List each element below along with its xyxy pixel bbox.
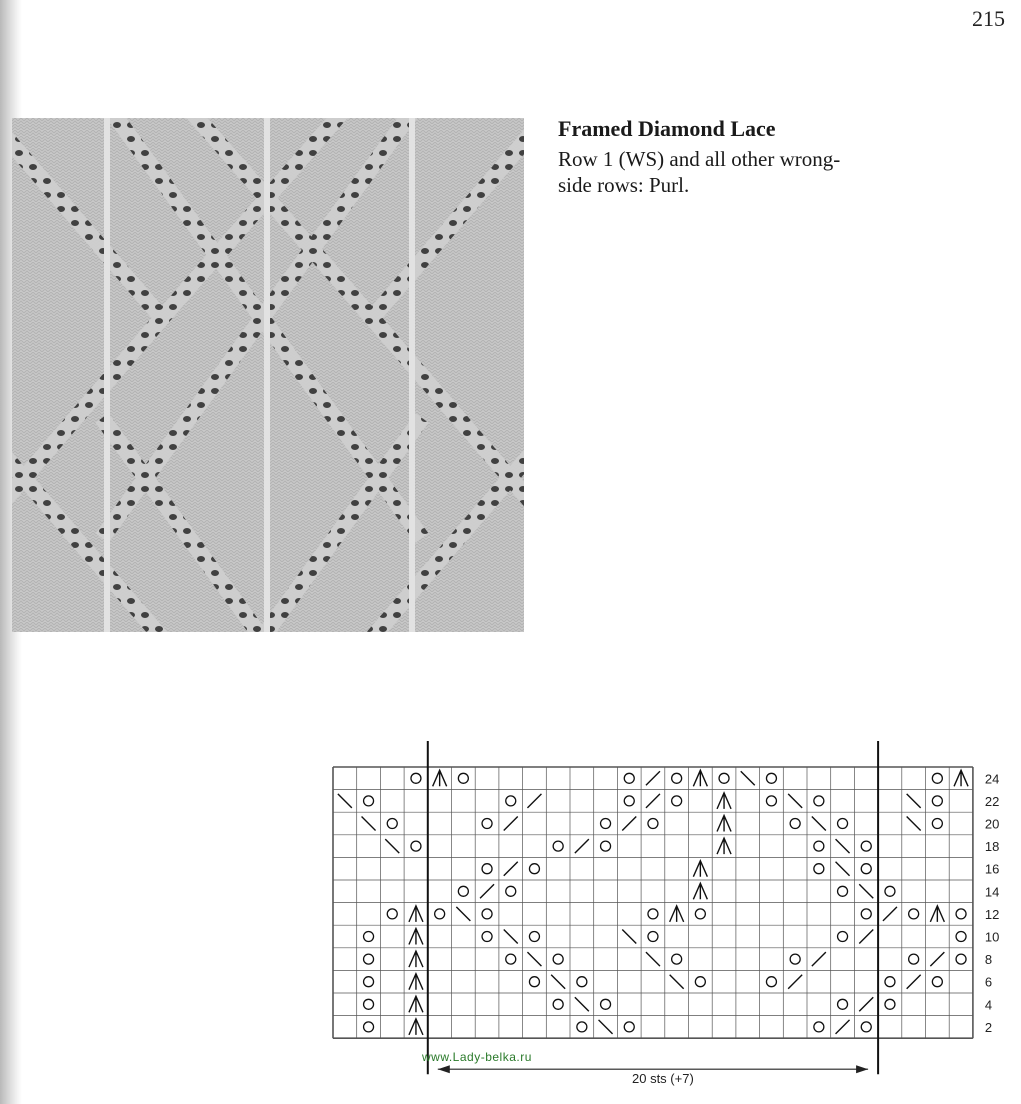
k2tog-symbol [480, 884, 494, 898]
yo-symbol [387, 909, 397, 919]
s2kp-symbol [930, 906, 944, 922]
knitting-chart [300, 738, 1021, 1088]
yo-symbol [695, 977, 705, 987]
yo-symbol [364, 977, 374, 987]
yo-symbol [909, 954, 919, 964]
yo-symbol [885, 977, 895, 987]
yo-symbol [648, 932, 658, 942]
yo-symbol [506, 954, 516, 964]
pattern-instructions: Row 1 (WS) and all other wrong-side rows: Purl. [558, 147, 841, 197]
row-number-label: 2 [984, 1019, 993, 1035]
k2tog-symbol [646, 771, 660, 785]
yo-symbol [506, 796, 516, 806]
repeat-arrow-head-right [856, 1065, 868, 1073]
yo-symbol [601, 999, 611, 1009]
yo-symbol [435, 909, 445, 919]
ssk-symbol [575, 997, 589, 1011]
yo-symbol [364, 999, 374, 1009]
k2tog-symbol [836, 1020, 850, 1034]
s2kp-symbol [717, 793, 731, 809]
yo-symbol [766, 977, 776, 987]
yo-symbol [648, 819, 658, 829]
yo-symbol [648, 909, 658, 919]
yo-symbol [624, 773, 634, 783]
ssk-symbol [646, 952, 660, 966]
ssk-symbol [385, 839, 399, 853]
yo-symbol [482, 864, 492, 874]
k2tog-symbol [930, 952, 944, 966]
k2tog-symbol [859, 997, 873, 1011]
yo-symbol [838, 932, 848, 942]
yo-symbol [672, 796, 682, 806]
yo-symbol [624, 796, 634, 806]
knitting-chart-grid [300, 738, 1021, 1088]
yo-symbol [364, 954, 374, 964]
yo-symbol [553, 999, 563, 1009]
row-number-label: 12 [984, 906, 1000, 922]
yo-symbol [695, 909, 705, 919]
yo-symbol [482, 909, 492, 919]
yo-symbol [814, 1022, 824, 1032]
s2kp-symbol [433, 770, 447, 786]
k2tog-symbol [907, 975, 921, 989]
yo-symbol [885, 886, 895, 896]
s2kp-symbol [409, 1019, 423, 1035]
row-number-label: 4 [984, 997, 993, 1013]
yo-symbol [529, 932, 539, 942]
k2tog-symbol [859, 930, 873, 944]
yo-symbol [577, 1022, 587, 1032]
repeat-label: 20 sts (+7) [628, 1071, 698, 1086]
yo-symbol [932, 819, 942, 829]
yo-symbol [672, 954, 682, 964]
yo-symbol [790, 954, 800, 964]
row-number-label: 20 [984, 816, 1000, 832]
yo-symbol [814, 841, 824, 851]
s2kp-symbol [717, 816, 731, 832]
page-number: 215 [972, 6, 1005, 31]
yo-symbol [482, 819, 492, 829]
ssk-symbol [788, 794, 802, 808]
yo-symbol [529, 977, 539, 987]
s2kp-symbol [717, 838, 731, 854]
ssk-symbol [907, 794, 921, 808]
yo-symbol [364, 796, 374, 806]
yo-symbol [364, 1022, 374, 1032]
yo-symbol [766, 773, 776, 783]
watermark-text: www.Lady-belka.ru [422, 1050, 532, 1064]
yo-symbol [838, 886, 848, 896]
row-number-label: 8 [984, 952, 993, 968]
ssk-symbol [504, 930, 518, 944]
yo-symbol [885, 999, 895, 1009]
k2tog-symbol [622, 817, 636, 831]
s2kp-symbol [409, 951, 423, 967]
s2kp-symbol [670, 906, 684, 922]
yo-symbol [909, 909, 919, 919]
yo-symbol [601, 819, 611, 829]
row-number-label: 22 [984, 793, 1000, 809]
yo-symbol [766, 796, 776, 806]
k2tog-symbol [575, 839, 589, 853]
s2kp-symbol [409, 974, 423, 990]
yo-symbol [482, 932, 492, 942]
yo-symbol [506, 886, 516, 896]
yo-symbol [387, 819, 397, 829]
yo-symbol [932, 977, 942, 987]
yo-symbol [529, 864, 539, 874]
yo-symbol [577, 977, 587, 987]
yo-symbol [814, 796, 824, 806]
row-number-label: 24 [984, 771, 1000, 787]
yo-symbol [553, 841, 563, 851]
ssk-symbol [551, 975, 565, 989]
yo-symbol [672, 773, 682, 783]
yo-symbol [790, 819, 800, 829]
s2kp-symbol [693, 770, 707, 786]
yo-symbol [956, 909, 966, 919]
k2tog-symbol [527, 794, 541, 808]
ssk-symbol [599, 1020, 613, 1034]
row-number-label: 10 [984, 929, 1000, 945]
yo-symbol [861, 864, 871, 874]
s2kp-symbol [693, 861, 707, 877]
yo-symbol [364, 932, 374, 942]
row-number-label: 18 [984, 839, 1000, 855]
yo-symbol [861, 909, 871, 919]
row-number-label: 16 [984, 861, 1000, 877]
s2kp-symbol [954, 770, 968, 786]
yo-symbol [838, 999, 848, 1009]
repeat-arrow-head-left [438, 1065, 450, 1073]
row-number-label: 14 [984, 884, 1000, 900]
pattern-title: Framed Diamond Lace [558, 116, 776, 141]
s2kp-symbol [409, 929, 423, 945]
ssk-symbol [836, 839, 850, 853]
ssk-symbol [812, 817, 826, 831]
ssk-symbol [622, 930, 636, 944]
k2tog-symbol [812, 952, 826, 966]
yo-symbol [458, 886, 468, 896]
yo-symbol [861, 1022, 871, 1032]
yo-symbol [601, 841, 611, 851]
s2kp-symbol [409, 906, 423, 922]
ssk-symbol [527, 952, 541, 966]
yo-symbol [553, 954, 563, 964]
ssk-symbol [338, 794, 352, 808]
ssk-symbol [741, 771, 755, 785]
yo-symbol [932, 796, 942, 806]
yo-symbol [458, 773, 468, 783]
row-number-label: 6 [984, 974, 993, 990]
yo-symbol [411, 841, 421, 851]
k2tog-symbol [646, 794, 660, 808]
ssk-symbol [456, 907, 470, 921]
yo-symbol [719, 773, 729, 783]
yo-symbol [838, 819, 848, 829]
yo-symbol [956, 932, 966, 942]
k2tog-symbol [504, 817, 518, 831]
ssk-symbol [362, 817, 376, 831]
k2tog-symbol [504, 862, 518, 876]
yo-symbol [814, 864, 824, 874]
ssk-symbol [859, 884, 873, 898]
lace-swatch-illustration [12, 118, 524, 632]
s2kp-symbol [409, 996, 423, 1012]
ssk-symbol [907, 817, 921, 831]
yo-symbol [861, 841, 871, 851]
k2tog-symbol [883, 907, 897, 921]
s2kp-symbol [693, 883, 707, 899]
ssk-symbol [670, 975, 684, 989]
lace-swatch-photo [12, 118, 524, 632]
yo-symbol [624, 1022, 634, 1032]
k2tog-symbol [788, 975, 802, 989]
yo-symbol [932, 773, 942, 783]
ssk-symbol [836, 862, 850, 876]
yo-symbol [411, 773, 421, 783]
yo-symbol [956, 954, 966, 964]
